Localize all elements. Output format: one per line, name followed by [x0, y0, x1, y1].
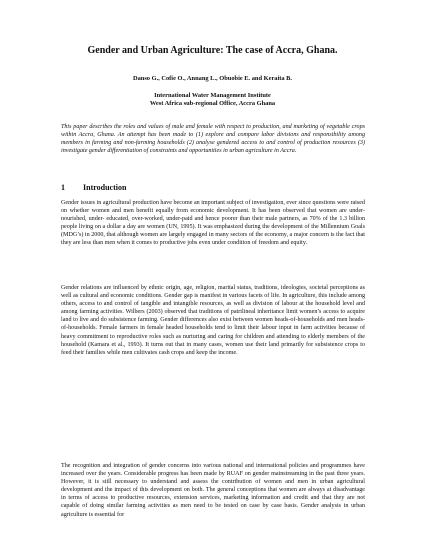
body-paragraph: Gender relations are influenced by ethnic origin, age, religion, marital status, traditions, ideologies, societal perceptions as well as cultural and economic conditions. Gender gap is manifest in various facets of life. In agriculture, this include among others, access to and control of tangible and intangible resources, as well as division of labour at the household level and among farming activities. Wilbers (2003) observed that traditions of patrilineal inheritance limit women’s access to acquire land to live and do subsistence farming. Gender differences also exist between women heads-of-households and men heads-of-households. Female farmers in female headed households tend to limit their labour input in farm activities because of heavy commitment to reproductive roles such as nurturing and caring for children and attending to elderly members of the household (Kamara et al., 1993). It turns out that in many cases, women use their land primarily for subsistence crops to feed their families while men cultivates cash crops and keep the income. — [61, 285, 365, 356]
body-paragraph: The recognition and integration of gender concerns into various national and international policies and programmes have increased over the years. Considerable progress has been made by RUAF on gender mainstreaming in the past three years. However, it is still necessary to understand and assess the contribution of women and men in urban agricultural development and the impact of this development on both. The general conceptions that women are always at disadvantage in terms of access to productive resources, extension services, marketing information and credit and that they are not capable of doing similar farming activities as men need to be tested on case by case basis. Gender analysis in urban agriculture is essential for — [61, 463, 365, 518]
affiliation-line: International Water Management Institute — [154, 92, 271, 99]
paper-title: Gender and Urban Agriculture: The case of Accra, Ghana. — [87, 45, 338, 56]
affiliation-block — [0, 92, 425, 109]
abstract: This paper describes the roles and values of male and female with respect to production, and marketing of vegetable crops within Accra, Ghana. An attempt has been made to (1) explore and compare labor divisions and responsibility among members in farming and non-farming households (2) analyse gendered access to and control of production resources (3) investigate gender differentiation of constraints and opportunities in urban agriculture in Accra. — [61, 124, 365, 154]
body-paragraph: Gender issues in agricultural production have become an important subject of investigation, ever since questions were raised on whether women and men benefit equally from economic development. It has been observed that women are under-nourished, under- educated, over-worked, under-paid and hence poorer than their male partners, as 70% of the 1.3 billion people living on a dollar a day are women (UN, 1995). It was emphasized during the development of the Millennium Goals (MDG’s) in 2000, that although women are largely engaged in many sectors of the economy, a major concern is the fact that they are less than men when it comes to productive jobs even under condition of freedom and equity. — [61, 200, 365, 247]
section-title: Introduction — [83, 183, 127, 192]
affiliation-line: West Africa sub-regional Office, Accra Ghana — [149, 100, 276, 108]
section-heading — [61, 183, 365, 192]
author-list: Danso G., Cofie O., Annang L., Obuobie E. and Keraita B. — [132, 75, 293, 82]
section-number: 1 — [61, 183, 65, 192]
